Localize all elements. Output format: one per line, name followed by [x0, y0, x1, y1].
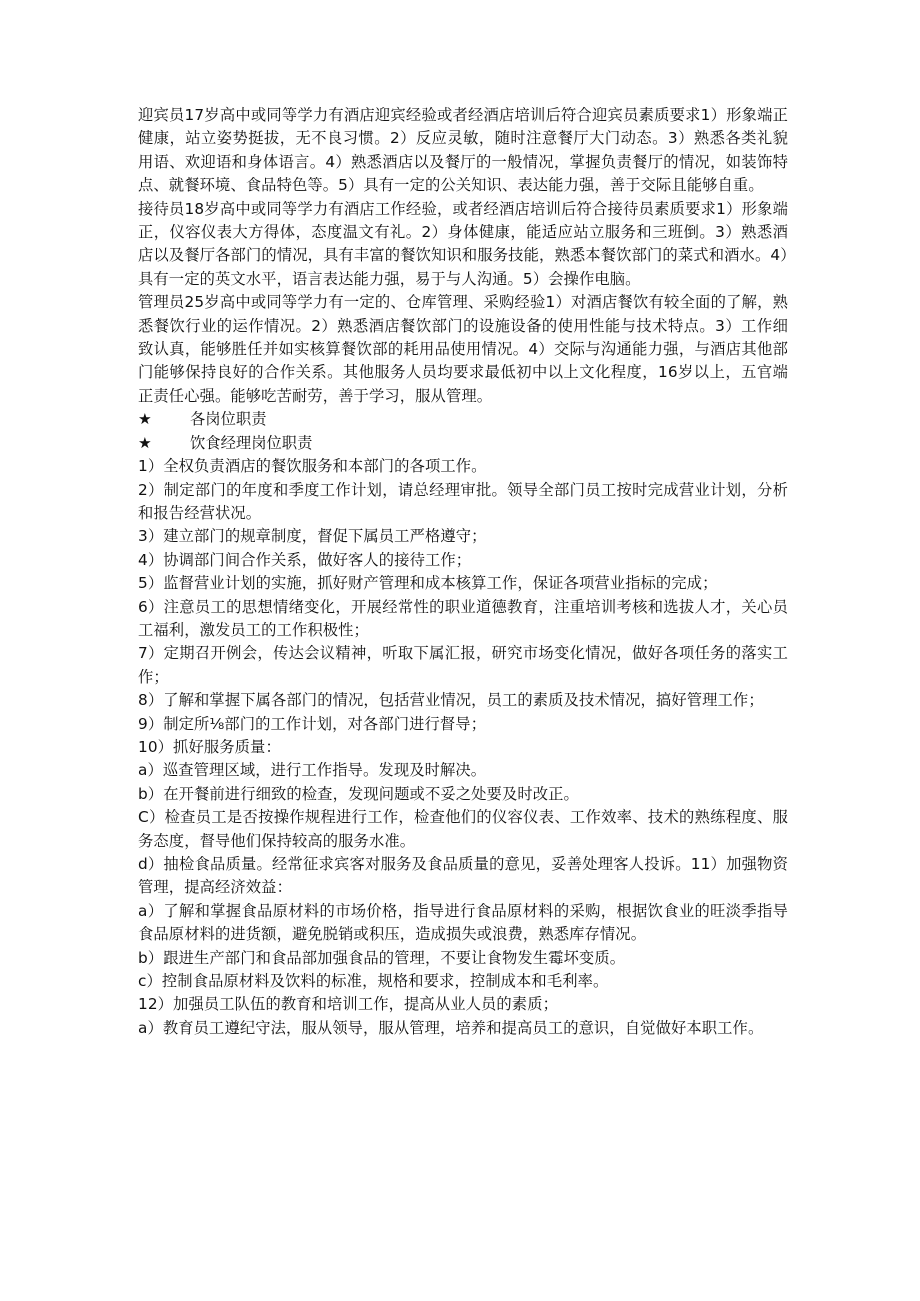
- duty-item-10: 10）抓好服务质量：: [138, 737, 281, 756]
- section-heading-food-manager: [138, 432, 788, 455]
- duty-item-3: 3）建立部门的规章制度，督促下属员工严格遵守；: [138, 527, 487, 546]
- manager-requirements: 管理员25岁高中或同等学力有一定的、仓库管理、采购经验1）对酒店餐饮有较全面的了解，熟悉餐饮行业的运作情况。2）熟悉酒店餐饮部门的设施设备的使用性能与技术特点。3）工作细致认真，能够胜任并如实核算餐饮部的耗用品使用情况。4）交际与沟通能力强，与酒店其他部门能够保持良好的合作关系。其他服务人员均要求最低初中以上文化程度，16岁以上，五官端正责任心强。能够吃苦耐劳，善于学习，服从管理。: [138, 293, 788, 405]
- duty-subitem-11c: c）控制食品原材料及饮料的标准，规格和要求，控制成本和毛利率。: [138, 972, 609, 991]
- receptionist-requirements: 接待员18岁高中或同等学力有酒店工作经验，或者经酒店培训后符合接待员素质要求1）形象端正，仪容仪表大方得体，态度温文有礼。2）身体健康，能适应站立服务和三班倒。3）熟悉酒店以及餐厅各部门的情况，具有丰富的餐饮知识和服务技能，熟悉本餐饮部门的菜式和酒水。4）具有一定的英文水平，语言表达能力强，易于与人沟通。5）会操作电脑。: [138, 199, 788, 288]
- duty-item-8: 8）了解和掌握下属各部门的情况，包括营业情况，员工的素质及技术情况，搞好管理工作；: [138, 691, 764, 710]
- duty-item-12: 12）加强员工队伍的教育和培训工作，提高从业人员的素质；: [138, 995, 558, 1014]
- duty-item-1: 1）全权负责酒店的餐饮服务和本部门的各项工作。: [138, 457, 487, 476]
- greeter-requirements: 迎宾员17岁高中或同等学力有酒店迎宾经验或者经酒店培训后符合迎宾员素质要求1）形象端正健康，站立姿势挺拔，无不良习惯。2）反应灵敏，随时注意餐厅大门动态。3）熟悉各类礼貌用语、欢迎语和身体语言。4）熟悉酒店以及餐厅的一般情况，掌握负责餐厅的情况，如装饰特点、就餐环境、食品特色等。5）具有一定的公关知识、表达能力强，善于交际且能够自重。: [138, 106, 788, 195]
- duty-item-6: 6）注意员工的思想情绪变化，开展经常性的职业道德教育，注重培训考核和选拔人才，关心员工福利，激发员工的工作积极性；: [138, 597, 788, 639]
- duty-item-7: 7）定期召开例会，传达会议精神，听取下属汇报，研究市场变化情况，做好各项任务的落实工作；: [138, 644, 788, 686]
- star-icon: ★: [138, 433, 152, 452]
- star-icon: ★: [138, 410, 152, 429]
- heading-text: 饮食经理岗位职责: [190, 433, 313, 452]
- duty-subitem-11a: a）了解和掌握食品原材料的市场价格，指导进行食品原材料的采购，根据饮食业的旺淡季指导食品原材料的进货额，避免脱销或积压，造成损失或浪费，熟悉库存情况。: [138, 901, 788, 944]
- document-page: [138, 104, 788, 1040]
- section-heading-job-duties: [138, 408, 788, 431]
- duty-subitem-10b: b）在开餐前进行细致的检查，发现问题或不妥之处要及时改正。: [138, 784, 579, 803]
- heading-text: 各岗位职责: [190, 410, 267, 429]
- duty-subitem-10c: C）检查员工是否按操作规程进行工作，检查他们的仪容仪表、工作效率、技术的熟练程度、服务态度，督导他们保持较高的服务水准。: [138, 808, 788, 850]
- duty-subitem-10a: a）巡查管理区域，进行工作指导。发现及时解决。: [138, 761, 487, 780]
- duty-item-4: 4）协调部门间合作关系，做好客人的接待工作；: [138, 550, 472, 569]
- duty-subitem-11b: b）跟进生产部门和食品部加强食品的管理，不要让食物发生霉坏变质。: [138, 948, 626, 967]
- duty-item-5: 5）监督营业计划的实施，抓好财产管理和成本核算工作，保证各项营业指标的完成；: [138, 574, 718, 593]
- duty-item-9: 9）制定所⅛部门的工作计划，对各部门进行督导；: [138, 714, 487, 733]
- duty-subitem-12a: a）教育员工遵纪守法，服从领导，服从管理，培养和提高员工的意识，自觉做好本职工作。: [138, 1018, 764, 1037]
- duty-item-2: 2）制定部门的年度和季度工作计划，请总经理审批。领导全部门员工按时完成营业计划，分析和报告经营状况。: [138, 480, 788, 522]
- duty-subitem-10d: d）抽检食品质量。经常征求宾客对服务及食品质量的意见，妥善处理客人投诉。11）加强物资管理，提高经济效益：: [138, 855, 788, 897]
